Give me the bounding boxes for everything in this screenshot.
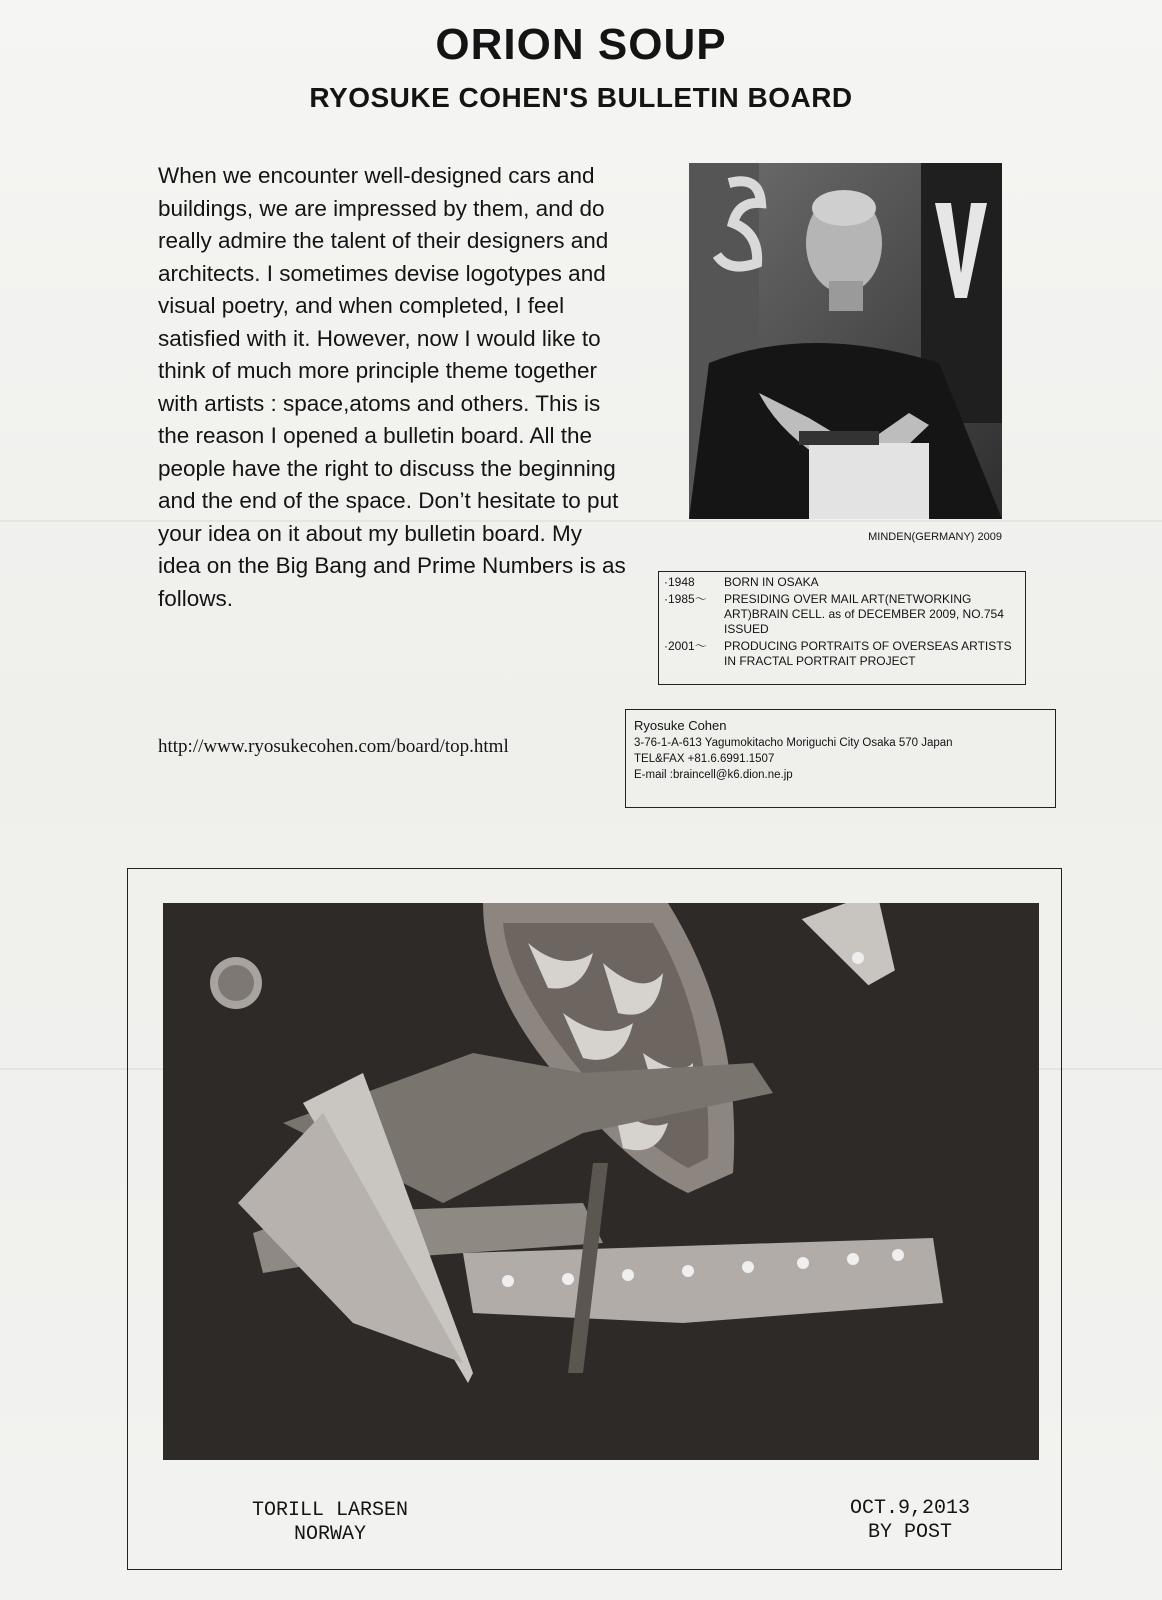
bulletin-board-link[interactable]: http://www.ryosukecohen.com/board/top.html — [158, 736, 509, 757]
artist-name: TORILL LARSEN — [251, 1499, 409, 1522]
bio-box — [658, 571, 1026, 685]
bio-entry — [664, 639, 1019, 669]
artwork-date — [830, 1497, 990, 1545]
artwork-collage — [163, 903, 1039, 1460]
contact-phone: TEL&FAX +81.6.6991.1507 — [634, 753, 775, 765]
page-subtitle: RYOSUKE COHEN'S BULLETIN BOARD — [309, 82, 853, 113]
intro-paragraph: When we encounter well-designed cars and buildings, we are impressed by them, and do really admire the talent of their designers and architects. I sometimes devise logotypes and visual poetry, and when completed, I feel satisfied with it. However, now I would like to think of much more principle theme together with artists : space,atoms and others. This is the reason I opened a bulletin board. All the people have the right to discuss the beginning and the end of the space. Don’t hesitate to put your idea on it about my bulletin board. My idea on the Big Bang and Prime Numbers is as follows. — [158, 163, 626, 611]
bio-year: ·1985～ — [664, 592, 707, 606]
contact-box — [625, 709, 1056, 808]
bio-entry — [664, 592, 1019, 637]
contact-email[interactable]: E-mail :braincell@k6.dion.ne.jp — [634, 769, 793, 781]
bio-year: ·2001～ — [664, 639, 707, 653]
bio-year: ·1948 — [664, 575, 695, 589]
bio-text: PRODUCING PORTRAITS OF OVERSEAS ARTISTS IN FRACTAL PORTRAIT PROJECT — [724, 639, 1012, 668]
bio-entry — [664, 575, 1019, 590]
artist-country: NORWAY — [293, 1523, 366, 1546]
artwork-artist — [235, 1499, 425, 1547]
page-title: ORION SOUP — [435, 20, 727, 69]
bio-text: BORN IN OSAKA — [724, 575, 819, 589]
portrait-photo — [689, 163, 1002, 519]
contact-name: Ryosuke Cohen — [634, 718, 727, 733]
received-date: OCT.9,2013 — [849, 1497, 971, 1520]
delivery-method: BY POST — [867, 1521, 952, 1544]
contact-address: 3-76-1-A-613 Yagumokitacho Moriguchi City Osaka 570 Japan — [634, 737, 953, 749]
bio-text: PRESIDING OVER MAIL ART(NETWORKING ART)BRAIN CELL. as of DECEMBER 2009, NO.754 ISSUED — [724, 592, 1004, 636]
photo-caption: MINDEN(GERMANY) 2009 — [868, 531, 1002, 543]
